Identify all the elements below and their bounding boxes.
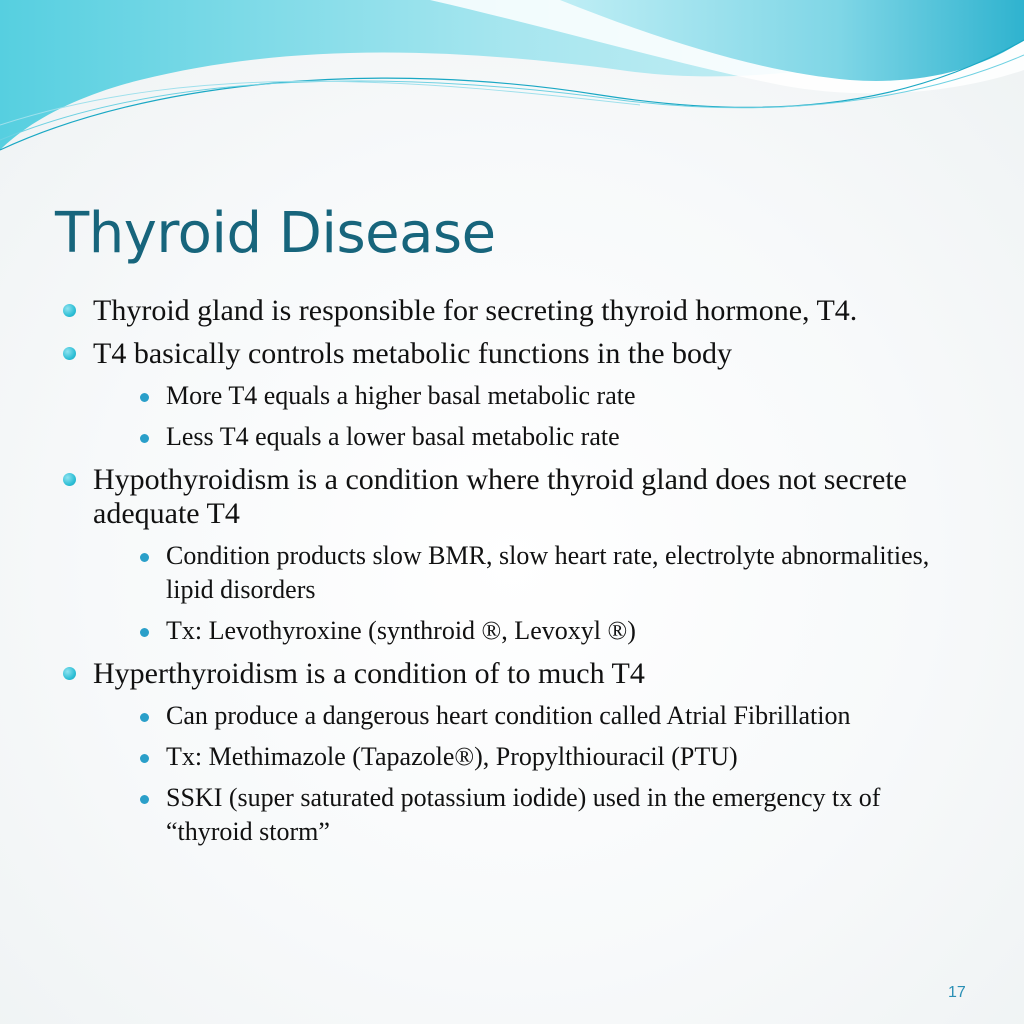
sub-bullet-icon <box>140 393 149 402</box>
slide-title: Thyroid Disease <box>55 201 496 266</box>
sub-bullet-item <box>93 379 960 413</box>
sub-bullet-item <box>93 781 960 849</box>
sub-bullet-icon <box>140 628 149 637</box>
bullet-text: Thyroid gland is responsible for secreting thyroid hormone, T4. <box>93 294 858 327</box>
sub-bullet-item <box>93 539 960 607</box>
sub-bullet-list <box>93 379 960 454</box>
bullet-list <box>60 294 960 849</box>
sub-bullet-icon <box>140 553 149 562</box>
sub-bullet-item <box>93 614 960 648</box>
bullet-item <box>60 294 960 328</box>
sub-bullet-icon <box>140 713 149 722</box>
sub-bullet-text: More T4 equals a higher basal metabolic rate <box>166 381 636 410</box>
sub-bullet-icon <box>140 434 149 443</box>
bullet-text: Hyperthyroidism is a condition of to much T4 <box>93 657 645 690</box>
bullet-icon <box>63 304 76 317</box>
bullet-item <box>60 463 960 648</box>
slide-body <box>60 294 960 858</box>
sub-bullet-item <box>93 699 960 733</box>
sub-bullet-icon <box>140 754 149 763</box>
sub-bullet-icon <box>140 795 149 804</box>
sub-bullet-text: SSKI (super saturated potassium iodide) used in the emergency tx of “thyroid storm” <box>166 783 881 846</box>
sub-bullet-item <box>93 420 960 454</box>
header-wave-decoration <box>0 0 1024 170</box>
bullet-icon <box>63 473 76 486</box>
sub-bullet-text: Tx: Methimazole (Tapazole®), Propylthiouracil (PTU) <box>166 742 738 771</box>
sub-bullet-text: Can produce a dangerous heart condition called Atrial Fibrillation <box>166 701 851 730</box>
bullet-text: Hypothyroidism is a condition where thyroid gland does not secrete adequate T4 <box>93 463 907 530</box>
sub-bullet-list <box>93 539 960 648</box>
page-number: 17 <box>948 984 966 1001</box>
bullet-text: T4 basically controls metabolic functions in the body <box>93 337 733 370</box>
sub-bullet-text: Less T4 equals a lower basal metabolic rate <box>166 422 620 451</box>
bullet-icon <box>63 667 76 680</box>
sub-bullet-text: Tx: Levothyroxine (synthroid ®, Levoxyl ®) <box>166 616 636 645</box>
bullet-item <box>60 337 960 454</box>
bullet-item <box>60 657 960 849</box>
sub-bullet-text: Condition products slow BMR, slow heart rate, electrolyte abnormalities, lipid disorders <box>166 541 930 604</box>
bullet-icon <box>63 347 76 360</box>
sub-bullet-item <box>93 740 960 774</box>
sub-bullet-list <box>93 699 960 849</box>
